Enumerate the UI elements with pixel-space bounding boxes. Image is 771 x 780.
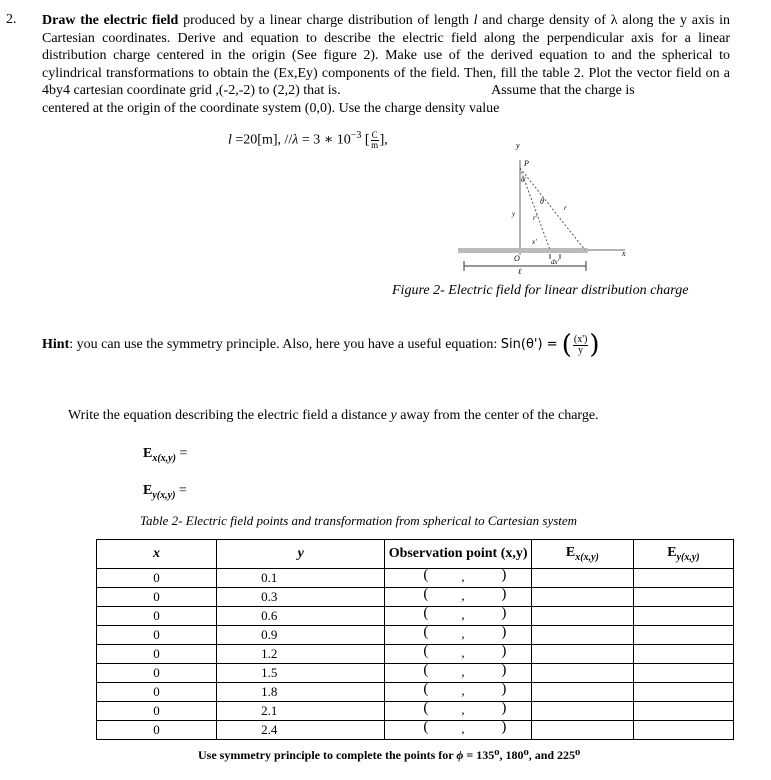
cell-ex[interactable] (531, 664, 633, 683)
cell-observation[interactable] (385, 569, 531, 588)
point-comma: , (461, 702, 465, 717)
point-comma: , (461, 588, 465, 603)
cell-observation[interactable] (385, 626, 531, 645)
observation-point-input (423, 664, 519, 678)
label-y-axis: y (516, 141, 520, 150)
cell-observation[interactable] (385, 607, 531, 626)
cell-y: 2.1 (217, 702, 385, 721)
cell-x: 0 (97, 721, 217, 740)
ex-equals: = (179, 446, 188, 461)
point-comma: , (461, 664, 465, 679)
table-row (97, 569, 734, 588)
given-lambda-eq: = 3 ∗ 10 (298, 132, 351, 148)
point-open-paren: ( (423, 719, 429, 735)
ex-equation (143, 446, 187, 464)
hint-line (42, 330, 600, 360)
cell-x: 0 (97, 588, 217, 607)
observation-point-input (423, 588, 519, 602)
point-comma: , (461, 721, 465, 736)
header-ey (633, 540, 733, 569)
cell-ey[interactable] (633, 588, 733, 607)
point-close-paren: ) (501, 719, 507, 735)
label-r-prime: r' (533, 214, 538, 222)
question-text-4: centered at the origin of the coordinate system (0,0). Use the charge density value (42, 100, 500, 116)
label-x-prime: x' (532, 238, 537, 246)
header-ex-sub: x(x,y) (575, 551, 599, 563)
point-comma: , (461, 645, 465, 660)
point-close-paren: ) (501, 662, 507, 678)
label-x-axis: x (622, 249, 626, 258)
cell-y: 2.4 (217, 721, 385, 740)
cell-observation[interactable] (385, 664, 531, 683)
cell-ex[interactable] (531, 721, 633, 740)
var-l: l (473, 13, 478, 28)
cell-x: 0 (97, 702, 217, 721)
point-open-paren: ( (423, 605, 429, 621)
cell-x: 0 (97, 683, 217, 702)
table-row (97, 702, 734, 721)
cell-ex[interactable] (531, 702, 633, 721)
point-open-paren: ( (423, 700, 429, 716)
label-p: P (524, 159, 529, 168)
question-text-3: along the y axis in Cartesian coordinates. Derive and equation to describe the electric field along the perpendicular axis for a linear distribution charge centered in the origin (See figure 2). Make use of the derived equation to and the spherical to cylindrical transformations to obtain the (Ex,Ey) components of the field. Then, fill the table 2. Plot the vector field on a 4by4 cartesian coordinate grid ,(-2,-2) to (2,2) that is. (42, 13, 730, 98)
cell-y: 0.6 (217, 607, 385, 626)
cell-observation[interactable] (385, 702, 531, 721)
point-close-paren: ) (501, 681, 507, 697)
paren-close: ) (589, 330, 600, 360)
cell-ex[interactable] (531, 569, 633, 588)
cell-ey[interactable] (633, 607, 733, 626)
header-ey-sub: y(x,y) (676, 551, 700, 563)
hint-sin-expr: Sin(θ') = (500, 337, 562, 353)
observation-point-input (423, 607, 519, 621)
cell-ex[interactable] (531, 588, 633, 607)
header-ex (531, 540, 633, 569)
table-row (97, 588, 734, 607)
write-text-1: Write the equation describing the electric field a distance (68, 408, 391, 423)
cell-observation[interactable] (385, 721, 531, 740)
point-close-paren: ) (501, 567, 507, 583)
cell-observation[interactable] (385, 588, 531, 607)
cell-ey[interactable] (633, 569, 733, 588)
point-open-paren: ( (423, 624, 429, 640)
cell-x: 0 (97, 664, 217, 683)
cell-y: 1.5 (217, 664, 385, 683)
point-open-paren: ( (423, 662, 429, 678)
given-l-label: l (228, 132, 232, 148)
table-row (97, 683, 734, 702)
question-text-2: and charge density of (477, 13, 611, 28)
point-open-paren: ( (423, 586, 429, 602)
hint-frac-top: (x') (573, 333, 588, 345)
figure-2-diagram (450, 140, 640, 280)
ey-sub-coords: (x,y) (156, 489, 176, 501)
footer-angles: = 135⁰, 180⁰, and 225⁰ (463, 748, 581, 762)
label-y-length: y (512, 210, 516, 218)
cell-ex[interactable] (531, 626, 633, 645)
cell-y: 0.1 (217, 569, 385, 588)
question-heading: Draw the electric field (42, 13, 179, 28)
hint-text: : you can use the symmetry principle. Also, here you have a useful equation: (69, 337, 501, 353)
cell-x: 0 (97, 645, 217, 664)
point-open-paren: ( (423, 643, 429, 659)
header-x: x (97, 540, 217, 569)
point-close-paren: ) (501, 700, 507, 716)
cell-y: 1.8 (217, 683, 385, 702)
data-table (96, 539, 734, 740)
ey-equation (143, 483, 187, 501)
question-paragraph (42, 12, 730, 117)
ex-sub-axis: x (152, 452, 158, 464)
table-caption: Table 2- Electric field points and transformation from spherical to Cartesian system (140, 513, 578, 528)
paren-open: ( (561, 330, 572, 360)
assume-text: Assume that the charge is (491, 83, 635, 98)
cell-ey[interactable] (633, 645, 733, 664)
label-theta: θ (540, 197, 544, 206)
r-line (520, 168, 585, 250)
point-open-paren: ( (423, 681, 429, 697)
table-row (97, 626, 734, 645)
write-text-2: away from the center of the charge. (396, 408, 599, 423)
cell-ey[interactable] (633, 683, 733, 702)
given-values: l =20[m], //λ = 3 ∗ $10^{-3}$ [ $\frac{C}{m}$], (228, 129, 388, 150)
cell-ey[interactable] (633, 626, 733, 645)
point-comma: , (461, 607, 465, 622)
footer-phi: ϕ (456, 748, 464, 762)
ex-label: E (143, 446, 153, 461)
ey-sub-axis: y (152, 489, 157, 501)
cell-x: 0 (97, 607, 217, 626)
header-observation: Observation point (x,y) (385, 540, 531, 569)
given-tail: ], (379, 132, 388, 148)
footer-text: Use symmetry principle to complete the points for (198, 748, 457, 762)
ex-sub-coords: (x,y) (157, 452, 176, 464)
table-row (97, 645, 734, 664)
footer-note (198, 748, 580, 763)
cell-y: 0.3 (217, 588, 385, 607)
cell-observation[interactable] (385, 683, 531, 702)
header-ex-label: E (565, 545, 576, 561)
header-y: y (217, 540, 385, 569)
table-row (97, 607, 734, 626)
ey-label: E (143, 483, 153, 498)
cell-y: 1.2 (217, 645, 385, 664)
unit-fraction (371, 131, 379, 150)
observation-point-input (423, 569, 519, 583)
write-var: y (390, 408, 397, 423)
table-row (97, 721, 734, 740)
observation-point-input (423, 683, 519, 697)
cell-observation[interactable] (385, 645, 531, 664)
figure-caption: Figure 2- Electric field for linear distribution charge (392, 283, 689, 298)
observation-point-input (423, 645, 519, 659)
point-comma: , (461, 683, 465, 698)
table-row (97, 664, 734, 683)
observation-point-input (423, 721, 519, 735)
hint-frac-bottom: y (578, 344, 584, 356)
label-origin: O (514, 254, 520, 263)
point-open-paren: ( (423, 567, 429, 583)
given-lambda-label: λ (292, 132, 299, 148)
unit-bottom: m (371, 139, 379, 150)
point-close-paren: ) (501, 586, 507, 602)
cell-y: 0.9 (217, 626, 385, 645)
ey-equals: = (178, 483, 187, 498)
question-number: 2. (6, 12, 17, 27)
given-exponent: −3 (350, 130, 362, 141)
observation-point-input (423, 702, 519, 716)
cell-ey[interactable] (633, 721, 733, 740)
label-l: ℓ (518, 267, 522, 276)
cell-ey[interactable] (633, 664, 733, 683)
cell-ex[interactable] (531, 607, 633, 626)
label-theta-prime: θ' (521, 176, 526, 184)
cell-x: 0 (97, 626, 217, 645)
hint-label: Hint (42, 337, 70, 353)
point-close-paren: ) (501, 605, 507, 621)
var-lambda: λ (610, 13, 618, 28)
cell-x: 0 (97, 569, 217, 588)
point-close-paren: ) (501, 624, 507, 640)
cell-ey[interactable] (633, 702, 733, 721)
hint-fraction (573, 335, 588, 356)
write-prompt (68, 408, 599, 424)
point-close-paren: ) (501, 643, 507, 659)
point-comma: , (461, 569, 465, 584)
question-text-1: produced by a linear charge distribution of length (178, 13, 474, 28)
charge-line (458, 248, 588, 253)
given-l-value: =20[m], // (231, 132, 293, 148)
cell-ex[interactable] (531, 645, 633, 664)
table-header-row (97, 540, 734, 569)
point-comma: , (461, 626, 465, 641)
cell-ex[interactable] (531, 683, 633, 702)
observation-point-input (423, 626, 519, 640)
label-dx-prime: dx' (551, 258, 560, 266)
table-body (97, 569, 734, 740)
label-r: r (564, 204, 567, 212)
header-ey-label: E (667, 545, 677, 561)
unit-top: C (371, 129, 378, 140)
